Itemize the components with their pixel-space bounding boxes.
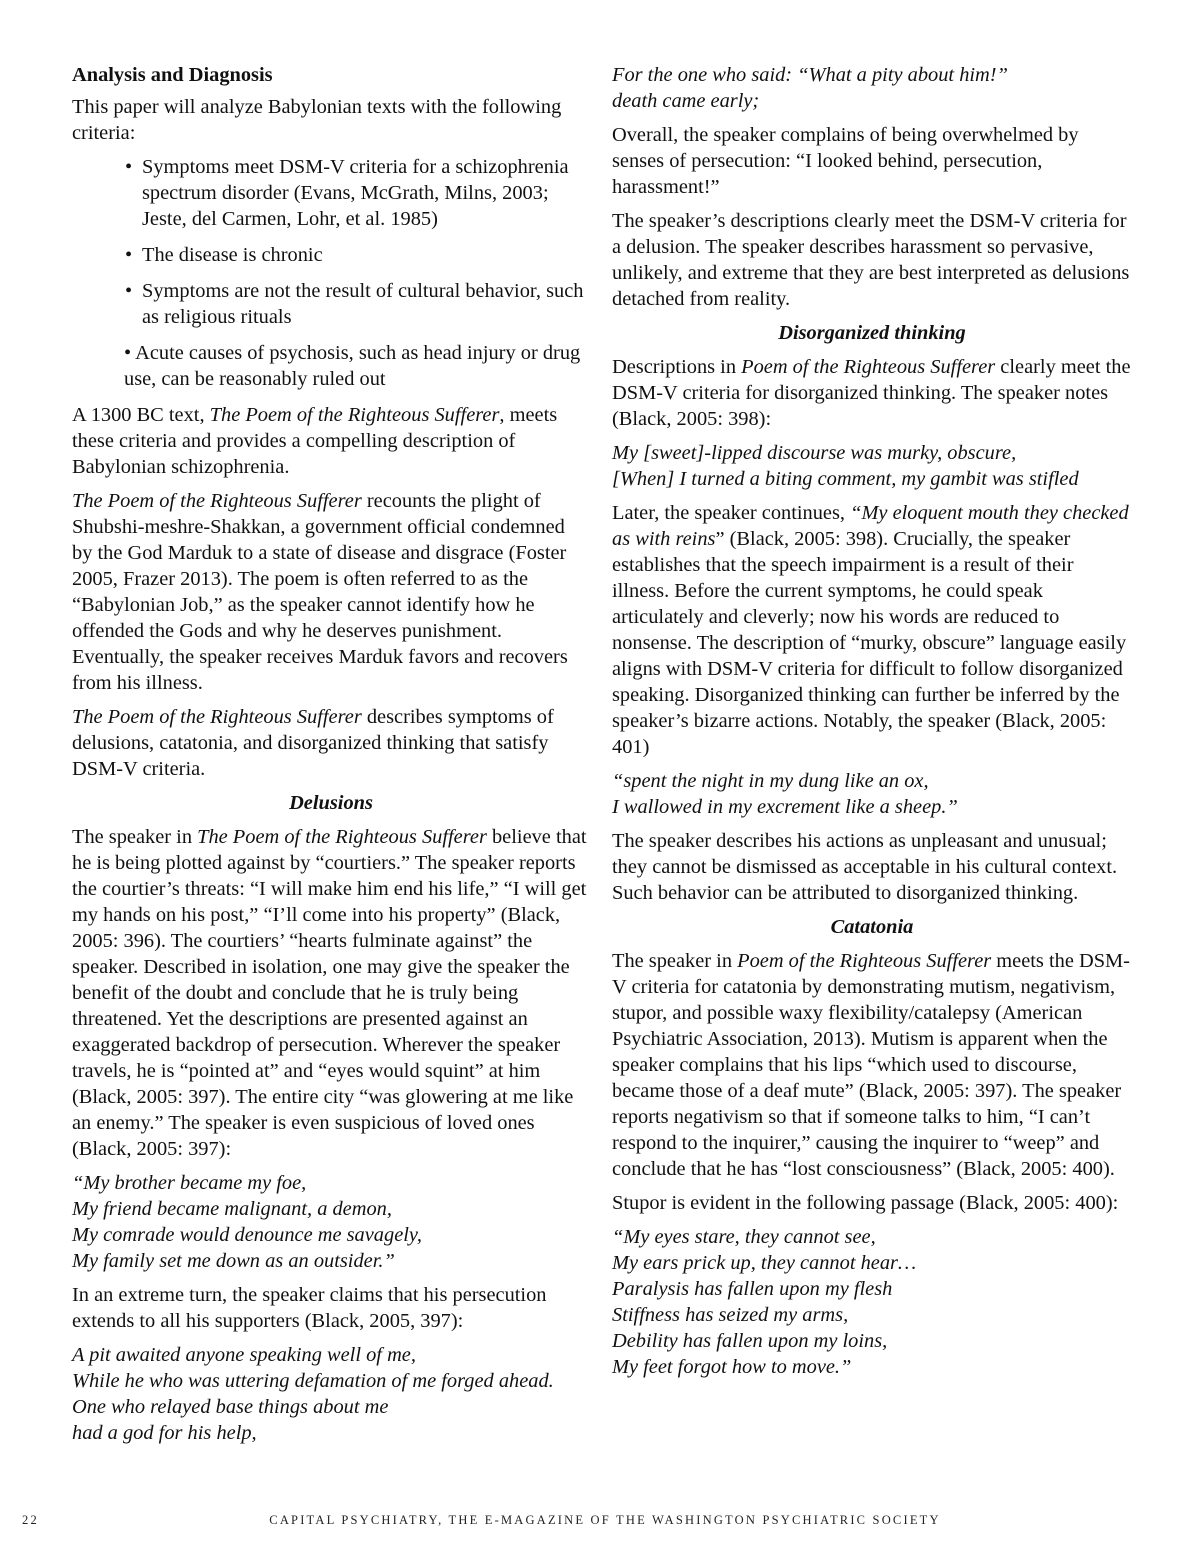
verse-quote: [612, 1224, 1132, 1380]
paragraph: The speaker in The Poem of the Righteous Sufferer believe that he is being plotted against by “courtiers.” The speaker reports the courtier’s threats: “I will make him end his life,” “I will get my hands on his post,” “I’ll come into his property” (Black, 2005: 396). The courtiers’ “hearts fulminate against” the speaker. Described in isolation, one may give the speaker the benefit of the doubt and conclude that he is truly being threatened. Yet the descriptions are presented against an exaggerated backdrop of persecution. Wherever the speaker travels, he is “pointed at” and “eyes would squint” at him (Black, 2005: 397). The entire city “was glowering at me like an enemy.” The speaker is even suspicious of loved ones (Black, 2005: 397):: [72, 826, 587, 1160]
delusions-heading: Delusions: [289, 792, 373, 814]
paragraph: The speaker in Poem of the Righteous Sufferer meets the DSM-V criteria for catatonia by demonstrating mutism, negativism, stupor, and possible waxy flexibility/catalepsy (American Psychiatric Association, 2013). Mutism is apparent when the speaker complains that his lips “which used to discourse, became those of a deaf mute” (Black, 2005: 397). The speaker reports negativism so that if someone talks to him, “I can’t respond to the inquirer,” causing the inquirer to “weep” and conclude that he has “lost consciousness” (Black, 2005: 400).: [612, 950, 1130, 1180]
verse-line: My feet forgot how to move.”: [612, 1356, 852, 1378]
verse-line: My [sweet]-lipped discourse was murky, obscure,: [612, 442, 1017, 464]
catatonia-heading: Catatonia: [830, 916, 914, 938]
paragraph: In an extreme turn, the speaker claims that his persecution extends to all his supporters (Black, 2005, 397):: [72, 1284, 547, 1332]
criteria-item: • Symptoms meet DSM-V criteria for a schizophrenia spectrum disorder (Evans, McGrath, Milns, 2003; Jeste, del Carmen, Lohr, et al. 1985): [72, 154, 590, 232]
verse-quote: [612, 768, 1132, 820]
verse-line: “My brother became my foe,: [72, 1172, 307, 1194]
right-column: [612, 62, 1132, 1388]
poem-title: Poem of the Righteous Sufferer: [741, 356, 996, 378]
verse-line: Paralysis has fallen upon my flesh: [612, 1278, 893, 1300]
verse-quote: [612, 440, 1132, 492]
section-heading: Analysis and Diagnosis: [72, 64, 273, 86]
verse-line: death came early;: [612, 90, 760, 112]
left-column: [72, 62, 590, 1454]
paragraph: Overall, the speaker complains of being overwhelmed by senses of persecution: “I looked behind, persecution, harassment!”: [612, 124, 1079, 198]
intro-paragraph: This paper will analyze Babylonian texts with the following criteria:: [72, 96, 562, 144]
verse-line: One who relayed base things about me: [72, 1396, 389, 1418]
paragraph: Descriptions in Poem of the Righteous Sufferer clearly meet the DSM-V criteria for disorganized thinking. The speaker notes (Black, 2005: 398):: [612, 356, 1131, 430]
verse-line: Debility has fallen upon my loins,: [612, 1330, 888, 1352]
poem-title: Poem of the Righteous Sufferer: [737, 950, 992, 972]
paragraph: Later, the speaker continues, “My eloquent mouth they checked as with reins” (Black, 2005: 398). Crucially, the speaker establishes that the speech impairment is a result of their illness. Before the current symptoms, he could speak articulately and cleverly; now his words are reduced to nonsense. The description of “murky, obscure” language easily aligns with DSM-V criteria for difficult to follow disorganized speaking. Disorganized thinking can further be inferred by the speaker’s bizarre actions. Notably, the speaker (Black, 2005: 401): [612, 502, 1129, 758]
paragraph: Stupor is evident in the following passage (Black, 2005: 400):: [612, 1192, 1119, 1214]
verse-line: My friend became malignant, a demon,: [72, 1198, 392, 1220]
poem-title: The Poem of the Righteous Sufferer: [197, 826, 487, 848]
publication-title: CAPITAL PSYCHIATRY, THE E-MAGAZINE OF THE WASHINGTON PSYCHIATRIC SOCIETY: [269, 1513, 941, 1527]
verse-line: A pit awaited anyone speaking well of me,: [72, 1344, 416, 1366]
verse-line: I wallowed in my excrement like a sheep.”: [612, 796, 958, 818]
criteria-item: • Acute causes of psychosis, such as head injury or drug use, can be reasonably ruled out: [124, 342, 581, 390]
verse-line: [When] I turned a biting comment, my gambit was stifled: [612, 468, 1079, 490]
verse-quote: [72, 1170, 590, 1274]
criteria-item: • The disease is chronic: [72, 242, 590, 268]
poem-title: The Poem of the Righteous Sufferer: [72, 706, 362, 728]
verse-line: My ears prick up, they cannot hear…: [612, 1252, 917, 1274]
verse-line: My comrade would denounce me savagely,: [72, 1224, 422, 1246]
poem-title: The Poem of the Righteous Sufferer: [209, 404, 500, 426]
verse-line: For the one who said: “What a pity about him!”: [612, 64, 1008, 86]
paragraph: A 1300 BC text, The Poem of the Righteous Sufferer, meets these criteria and provides a compelling description of Babylonian schizophrenia.: [72, 404, 558, 478]
verse-line: Stiffness has seized my arms,: [612, 1304, 849, 1326]
verse-line: had a god for his help,: [72, 1422, 257, 1444]
verse-line: While he who was uttering defamation of me forged ahead.: [72, 1370, 554, 1392]
paragraph: The speaker’s descriptions clearly meet the DSM-V criteria for a delusion. The speaker describes harassment so pervasive, unlikely, and extreme that they are best interpreted as delusions detached from reality.: [612, 210, 1130, 310]
paragraph: The Poem of the Righteous Sufferer recounts the plight of Shubshi-meshre-Shakkan, a government official condemned by the God Marduk to a state of disease and disgrace (Foster 2005, Frazer 2013). The poem is often referred to as the “Babylonian Job,” as the speaker cannot identify how he offended the Gods and why he deserves punishment. Eventually, the speaker receives Marduk favors and recovers from his illness.: [72, 490, 568, 694]
verse-quote: [72, 1342, 590, 1446]
verse-line: My family set me down as an outsider.”: [72, 1250, 395, 1272]
paragraph: The speaker describes his actions as unpleasant and unusual; they cannot be dismissed as acceptable in his cultural context. Such behavior can be attributed to disorganized thinking.: [612, 830, 1118, 904]
disorganized-thinking-heading: Disorganized thinking: [778, 322, 966, 344]
page-number: 22: [22, 1513, 39, 1527]
criteria-item-text: Acute causes of psychosis, such as head injury or drug use, can be reasonably ruled out: [124, 342, 581, 390]
paragraph: The Poem of the Righteous Sufferer describes symptoms of delusions, catatonia, and disorganized thinking that satisfy DSM-V criteria.: [72, 706, 554, 780]
verse-quote: [612, 62, 1132, 114]
verse-line: “spent the night in my dung like an ox,: [612, 770, 929, 792]
inline-quote: “My eloquent mouth they checked as with reins: [612, 502, 1129, 550]
verse-line: “My eyes stare, they cannot see,: [612, 1226, 876, 1248]
poem-title: The Poem of the Righteous Sufferer: [72, 490, 362, 512]
criteria-list: [72, 154, 590, 392]
criteria-item: • Symptoms are not the result of cultural behavior, such as religious rituals: [72, 278, 590, 330]
